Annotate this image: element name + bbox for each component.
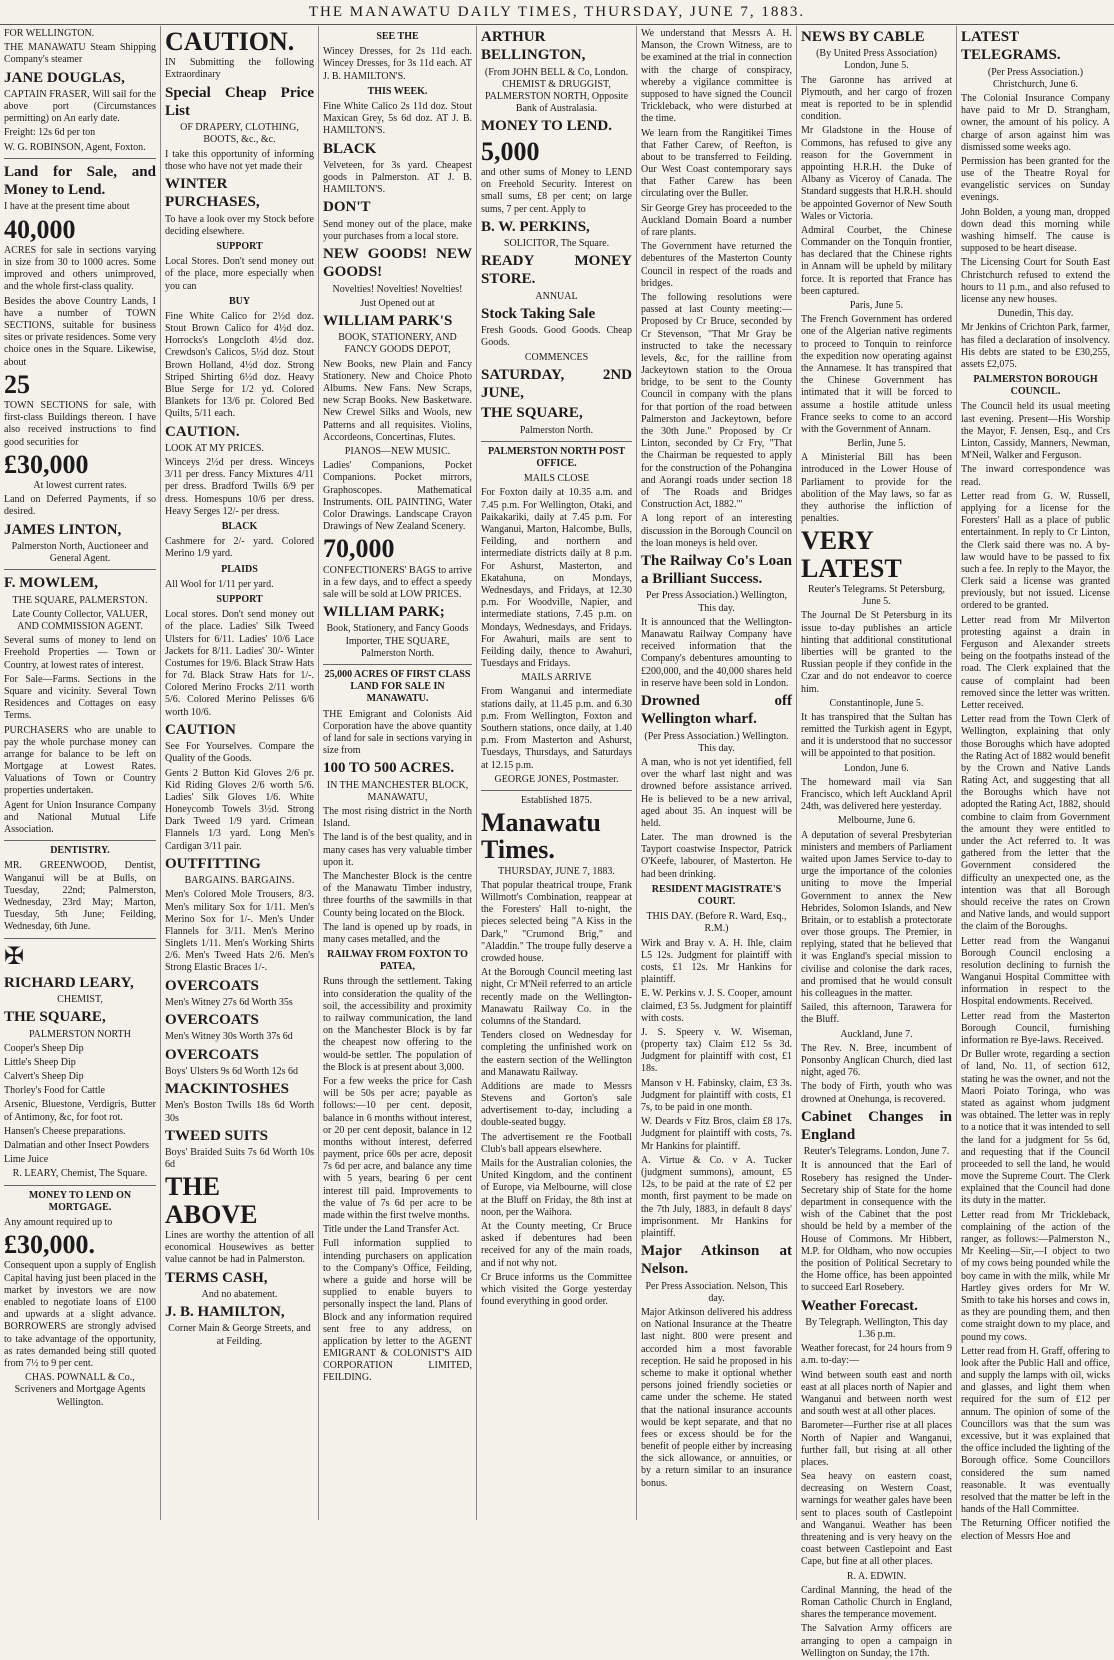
centered-text: CHAS. POWNALL & Co., Scriveners and Mortgage Agents Wellington. xyxy=(14,1372,146,1408)
article-text: Wind between south east and north east at all places north of Napier and Wanganui and between north west and south west at all other places. xyxy=(801,1369,952,1418)
article-text: To have a look over my Stock before deciding elsewhere. xyxy=(165,213,314,237)
article-text: Fresh Goods. Good Goods. Cheap Goods. xyxy=(481,325,632,349)
ad-heading: THE SQUARE, xyxy=(481,405,583,422)
article-text: Ladies' Companions, Pocket Companions. Pocket mirrors, Graphoscopes. Mathematical Instruments. OIL PAINTING, Water Color Drawings. Landscape Crayon Drawings of New Zealand Scenery. xyxy=(323,460,472,533)
column-rule xyxy=(4,1185,156,1186)
ad-heading: SATURDAY, 2ND JUNE, xyxy=(481,366,632,402)
article-text: We understand that Messrs A. H. Manson, the Crown Witness, are to be examined at the trial in connection with the charge of conspiracy, whereby a vigilance committee is supposed to have signed the Council Trickleback, who were disturbed at the time. xyxy=(641,28,792,125)
ad-heading: CAUTION xyxy=(165,721,236,738)
article-text: Lines are worthy the attention of all economical Housewives as better value cannot be had in Palmerston. xyxy=(165,1230,314,1266)
article-text: That popular theatrical troupe, Frank Willmott's Combination, reappear at the Foresters' Hall to-night, the pieces selected being "A Kiss in the Dark," "Crumond Brig," and "Aladdin." The troupe fully deserve a crowded house. xyxy=(481,879,632,965)
ad-heading: OVERCOATS xyxy=(165,1046,259,1063)
article-text: John Bolden, a young man, dropped down dead this morning while washing himself. The cause is supposed to be heart disease. xyxy=(961,206,1110,255)
section-heading: MONEY TO LEND ON MORTGAGE. xyxy=(28,1189,132,1213)
article-text: CAPTAIN FRASER, Will sail for the above port (Circumstances permitting) on An early date. xyxy=(4,88,156,125)
article-text: THE Emigrant and Colonists Aid Corporation have the above quantity of land for sale in sections varying in size from xyxy=(323,708,472,757)
ad-heading: WILLIAM PARK; xyxy=(323,604,445,621)
article-text: It is announced that the Wellington-Manawatu Railway Company have received information that the Company's debentures amounting to £200,000, and the 40,000 shares held in reserve have been sold in London. xyxy=(641,616,792,689)
centered-text: Corner Main & George Streets, and at Feilding. xyxy=(168,1323,311,1347)
article-text: Letter read from the Town Clerk of Wellington, explaining that only those Boroughs which have adopted the Rating Act of 1882 would benefit by the Crown and Native Lands Rating Act, and suggesting that all the Boroughs which have not adopted the Rating Act, 1882, should combine to claim from Government the amount they were entitled to under the Act referred to. It was gathered from the letter that the Government considered the difficulty an unexpected one, as the intention was that all Borough should receive the rates on Crown and Native lands, and would support the claim of the Boroughs. xyxy=(961,714,1110,933)
article-text: The Colonial Insurance Company have paid to Mr D. Strangham, owner, the amount of his policy. A charge of arson against him was dismissed some weeks ago. xyxy=(961,92,1110,153)
article-text: The most rising district in the North Island. xyxy=(323,806,472,830)
display-heading: £30,000. xyxy=(4,1230,95,1260)
column-rule xyxy=(4,158,156,159)
article-text: and other sums of Money to LEND on Freehold Security. Interest on small sums, £8 per cent; on large sums, 7 per cent. Apply to xyxy=(481,166,632,215)
article-text: A deputation of several Presbyterian ministers and members of Parliament waited upon James Service to-day to urge the importance of the colonies uniting to move the Imperial Government to annex the New Hebrides, Solomon Islands, and New Britain, or to establish a protectorate over those groups. The Premier, in replying, stated that he believed that it was England's special mission to civilise and colonise the dark races, and promised that he would consult his colleagues in the matter. xyxy=(801,829,952,1000)
article-text: LOOK AT MY PRICES. xyxy=(165,442,264,454)
article-text: It is announced that the Earl of Rosebery has resigned the Under-Secretary ship of State for the home department in consequence with the wish of the Cabinet that the post should be held by a member of the House of Commons. Mr Hibbert, M.P. for Oldham, who now occupies the position of Political Secretary to the Home office, has been appointed to succeed Earl Rosebery. xyxy=(801,1160,952,1294)
centered-text: And no abatement. xyxy=(201,1288,278,1300)
column-1 xyxy=(0,26,160,1520)
centered-text: Palmerston North, Auctioneer and General Agent. xyxy=(11,540,149,565)
ad-heading: Drowned off Wellington wharf. xyxy=(641,692,792,728)
article-text: Cardinal Manning, the head of the Roman Catholic Church in England, shares the temperance movement. xyxy=(801,1584,952,1621)
article-text: The Council held its usual meeting last evening. Present—His Worship the Mayor, F. Jensen, Esq., and Crs Linton, Cassidy, Manners, Newman, M'Neil, Walker and Ferguson. xyxy=(961,401,1110,462)
ad-heading: LATEST TELEGRAMS. xyxy=(961,29,1061,64)
display-heading: 70,000 xyxy=(323,534,395,564)
centered-text: THIS DAY. (Before R. Ward, Esq., R.M.) xyxy=(646,911,787,935)
ad-heading: Weather Forecast. xyxy=(801,1297,918,1314)
section-heading: SEE THE xyxy=(376,31,419,42)
ad-heading: MONEY TO LEND. xyxy=(481,118,612,135)
article-text: J. S. Speery v. W. Wiseman, (property tax) Claim £12 5s 3d. Judgment for plaintiff with cost, £1 18s. xyxy=(641,1026,792,1075)
article-text: Boys' Ulsters 9s 6d Worth 12s 6d xyxy=(165,1065,299,1077)
article-text: Land on Deferred Payments, if so desired. xyxy=(4,494,156,518)
article-text: Men's Colored Mole Trousers, 8/3. Men's military Sox for 1/11. Men's Merino Sox for 1/-. Men's Under Flannels for 3/11. Men's Merino Singlets 1/11. Men's Working Shirts 2/6. Men's Tweed Hats 2/6. Men's Strong Elastic Braces 1/-. xyxy=(165,889,314,974)
ad-heading: 100 TO 500 ACRES. xyxy=(323,760,455,777)
article-text: Letter read from H. Graff, offering to look after the Public Hall and office, and supply the lamps with oil, wicks and glasses, and light them when required for the sum of £12 per annum. The opinion of some of the Councillors was that the sum was excessive, but it was explained that the office included the lighting of the Borough office. Some Councillors considered the sum named reasonable. It was eventually resolved that the matter be left in the hands of the Hall Committee. xyxy=(961,1345,1111,1516)
centered-text: Palmerston North. xyxy=(519,424,594,436)
ad-heading: OVERCOATS xyxy=(165,1012,259,1029)
display-heading: 5,000 xyxy=(481,136,540,166)
ad-heading: J. B. HAMILTON, xyxy=(165,1304,285,1321)
ad-heading: NEW GOODS! NEW GOODS! xyxy=(323,246,472,281)
article-text: Wirk and Bray v. A. H. Ihle, claim L5 12s. Judgment for plaintiff with costs, £1 12s. Mr Hankins for plaintiff. xyxy=(641,937,792,986)
centered-text: Auckland, June 7. xyxy=(840,1028,913,1040)
column-7 xyxy=(956,26,1114,1542)
article-text: A long report of an interesting discussion in the Borough Council on the loan moneys is held over. xyxy=(641,513,792,549)
ad-heading: Stock Taking Sale xyxy=(481,305,596,322)
article-text: Winceys 2½d per dress. Winceys 3/11 per dress. Fancy Mixtures 4/11 per dress. Bradford Twills 6/9 per dress. Homespuns 10/6 per dress. Heavy Serges 12/- per dress. xyxy=(165,457,314,517)
ad-heading: ARTHUR BELLINGTON, xyxy=(481,29,586,64)
article-text: A. Virtue & Co. v A. Tucker (judgment summons), amount, £5 12s, to be paid at the rate of £2 per month, first payment to be made on the 7th July, 1883, in default 8 days' imprisonment. Mr Hankins for plaintiff. xyxy=(641,1154,792,1239)
ad-heading: DON'T xyxy=(323,199,371,216)
display-heading: 40,000 xyxy=(4,214,76,244)
display-heading: VERY LATEST xyxy=(801,526,902,583)
centered-text: MAILS CLOSE xyxy=(523,473,590,485)
column-3 xyxy=(318,26,476,1520)
article-text: It has transpired that the Sultan has remitted the Turkish agent in Egypt, and it is understood that no successor will be appointed to that position. xyxy=(801,711,952,760)
section-heading: BLACK xyxy=(221,521,258,533)
ad-heading: MACKINTOSHES xyxy=(165,1081,289,1098)
column-rule xyxy=(4,938,156,939)
article-text: W. Deards v Fitz Bros, claim £8 17s. Judgment for plaintiff with costs, 7s. Mr Hankins for plaintiff. xyxy=(641,1116,792,1152)
article-text: A Ministerial Bill has been introduced in the Lower House of Parliament to provide for the abolition of the May laws, so far as they authorise the infliction of penalties. xyxy=(801,452,952,525)
column-rule xyxy=(481,441,632,442)
article-text: Full information supplied to intending purchasers on application to the Company's Office, Feilding, where a guide and horse will be supplied to enable buyers to personally inspect the land. Plans of Block and any information required sent free to any address, on application by letter to the AGENT EMIGRANT & COLONIST'S AID CORPORATION LIMITED, FEILDING. xyxy=(323,1238,472,1384)
article-text: Fine White Calico 2s 11d doz. Stout Maxican Grey, 5s 6d doz. AT J. B. HAMILTON'S. xyxy=(323,100,472,137)
ad-heading: NEWS BY CABLE xyxy=(801,29,925,45)
article-text: Wincey Dresses, for 2s 11d each. Wincey Dresses, for 3s 11d each. AT J. B. HAMILTON'S. xyxy=(323,46,472,82)
column-rule xyxy=(4,840,156,841)
section-heading: PALMERSTON BOROUGH COUNCIL. xyxy=(973,374,1098,398)
centered-text: (By United Press Association) London, June 5. xyxy=(816,48,937,72)
centered-text: Dunedin, This day. xyxy=(997,308,1074,320)
centered-text: Reuter's Telegrams. St Petersburg, June 5. xyxy=(807,584,946,608)
article-text: The Salvation Army officers are arranging to open a campaign in Wellington on Sunday, the 17th. xyxy=(801,1623,952,1659)
article-text: Freight: 12s 6d per ton xyxy=(4,127,96,139)
section-heading: 25,000 ACRES OF FIRST CLASS LAND FOR SALE IN MANAWATU. xyxy=(324,669,471,705)
ad-heading: TERMS CASH, xyxy=(165,1269,268,1286)
ad-heading: CAUTION. xyxy=(165,423,240,440)
ad-heading: BLACK xyxy=(323,140,377,157)
article-text: Letter read from Mr Trickleback, complaining of the action of the ranger, as follows:—Palmerston N., Mr Keeling—Sir,—I object to two of my cows being pounded while the boy came in with the milk, while Mr Hartley gives orders for Mr W. Smith to take his horses and cows in, as they are pounding them, and then come straight down to my place, and pound my cows. xyxy=(961,1209,1110,1343)
display-heading: 25 xyxy=(4,369,30,399)
article-text: See For Yourselves. Compare the Quality of the Goods. xyxy=(165,741,314,765)
centered-text: Per Press Association. Nelson, This day. xyxy=(645,1280,788,1304)
centered-text: Constantinople, June 5. xyxy=(829,697,924,709)
article-text: Thorley's Food for Cattle xyxy=(4,1085,105,1097)
centered-text: IN THE MANCHESTER BLOCK, MANAWATU, xyxy=(326,779,469,803)
article-text: MR. GREENWOOD, Dentist, Wanganui will be at Bulls, on Tuesday, 22nd; Palmerston, Wednesday, 23rd May; Marton, Tuesday, 5th June; Feilding, Wednesday, 6th June. xyxy=(4,860,156,933)
column-5 xyxy=(636,26,796,1520)
centered-text: GEORGE JONES, Postmaster. xyxy=(494,773,619,785)
article-text: The Rev. N. Bree, incumbent of Ponsonby Anglican Church, died last night, aged 76. xyxy=(801,1042,952,1079)
article-text: Cashmere for 2/- yard. Colored Merino 1/9 yard. xyxy=(165,536,314,560)
ad-heading: Major Atkinson at Nelson. xyxy=(641,1243,792,1278)
centered-text: OF DRAPERY, CLOTHING, BOOTS, &c., &c. xyxy=(180,122,299,146)
article-text: I take this opportunity of informing those who have not yet made their xyxy=(165,148,314,172)
centered-text: (From JOHN BELL & Co, London. CHEMIST & DRUGGIST, PALMERSTON NORTH, Opposite Bank of Australasia. xyxy=(484,66,629,115)
centered-text: R. LEARY, Chemist, The Square. xyxy=(12,1168,148,1180)
article-text: The following resolutions were passed at last County meeting:—Proposed by Cr Bruce, seconded by Cr Stevenson, "That Mr Gray be instructed to take the necessary levels, &c, for the railline from Jackeytown station to the Oroua bridge, to be sent to the County Council in company with the plans for that portion of the road between Palmerston and Jackeytown, before the 30th June." Proposed by Cr Linton, seconded by Cr Fry, "That the Chairman be requested to apply for the construction of the Pohangina and Aorangi roads under section 18 of 'The Roads and Bridges Construction Act, 1882.'" xyxy=(641,291,792,511)
article-text: Agent for Union Insurance Company and National Mutual Life Association. xyxy=(4,799,156,835)
article-text: Manson v H. Fabinsky, claim, £3 3s. Judgment for plaintiff with costs, £1 7s, to be paid in one month. xyxy=(641,1077,792,1113)
section-heading: PLAIDS xyxy=(221,563,258,575)
column-rule xyxy=(481,790,632,791)
article-text: At the Borough Council meeting last night, Cr M'Neil referred to an article recently made on the Wellington-Manawatu Railway Co. in the columns of the Standard. xyxy=(481,967,632,1027)
ad-heading: WINTER PURCHASES, xyxy=(165,176,260,211)
article-text: ACRES for sale in sections varying in size from 30 to 1000 acres. Some improved and others unimproved, and the whole first-class quality. xyxy=(4,244,156,293)
article-text: A man, who is not yet identified, fell over the wharf last night and was drowned before assistance arrived. He is believed to be a new arrival, aged about 35. An inquest will be held. xyxy=(641,756,792,829)
ad-heading: The Railway Co's Loan a Brilliant Success. xyxy=(641,552,792,588)
centered-text: PIANOS—NEW MUSIC. xyxy=(344,445,451,457)
article-text: The Licensing Court for South East Christchurch refused to extend the hours to 11 p.m., and also refused to license any new houses. xyxy=(961,257,1110,305)
centered-text: (Per Press Association.) Christchurch, June 6. xyxy=(987,66,1084,90)
article-text: Gents 2 Button Kid Gloves 2/6 pr. Kid Riding Gloves 2/6 worth 5/6. Ladies' Silk Gloves 1/6. White Honeycomb Towels 3½d. Strong Dark Tweed 1/9 yard. Crimean Flannels 1/3 yard. Long Men's Cardigan 3/11 pair. xyxy=(165,767,314,852)
article-text: I have at the present time about xyxy=(4,201,130,213)
article-text: At the County meeting, Cr Bruce asked if debentures had been received for any of the main roads, and if not why not. xyxy=(481,1220,632,1269)
article-text: Mr Jenkins of Crichton Park, farmer, has filed a declaration of insolvency. His debts are stated to be £30,255, assets £2,075. xyxy=(961,322,1110,370)
centered-text: London, June 6. xyxy=(844,762,909,774)
section-heading: DENTISTRY. xyxy=(50,845,110,857)
article-text: Dr Buller wrote, regarding a section of land, No. 11, of section 612, stating he was the owner, and not the Maori Poiato Toringa, who was stated as against whom judgment was obtained. The letter was in reply to a notice that it was intended to sell the land for a judgment for 5s 6d, and requesting that if the Council proceeded to sell the land, he would move the Supreme Court. The Clerk explained that the Council had done its duty in the matter. xyxy=(961,1049,1110,1207)
ad-heading: TWEED SUITS xyxy=(165,1127,268,1144)
centered-text: Established 1875. xyxy=(520,794,593,806)
column-rule xyxy=(323,664,472,665)
article-text: Letter read from Mr Milverton protesting against a drain in Ferguson and Alexander streets being on the footpaths instead of the road. The Clerk explained that the cause of complaint had been removed since the letter was written. Letter received. xyxy=(961,614,1110,711)
article-text: Men's Witney 27s 6d Worth 35s xyxy=(165,996,293,1008)
ad-heading: READY MONEY STORE. xyxy=(481,253,632,288)
centered-text: (Per Press Association.) Wellington. This day. xyxy=(644,730,789,754)
centered-text: Book, Stationery, and Fancy Goods Importer, THE SQUARE, Palmerston North. xyxy=(326,623,469,659)
article-text: Lime Juice xyxy=(4,1154,49,1166)
article-text: Additions are made to Messrs Stevens and Gorton's sale advertisement to-day, including a double-seated buggy. xyxy=(481,1080,632,1129)
article-text: The body of Firth, youth who was drowned at Onehunga, is recovered. xyxy=(801,1081,952,1105)
centered-text: SOLICITOR, The Square. xyxy=(503,237,610,249)
column-2 xyxy=(160,26,318,1520)
centered-text: CHEMIST, xyxy=(57,994,103,1006)
centered-text: Just Opened out at xyxy=(360,297,435,309)
article-text: W. G. ROBINSON, Agent, Foxton. xyxy=(4,141,146,153)
article-text: Little's Sheep Dip xyxy=(4,1056,76,1068)
centered-text: Reuter's Telegrams. London, June 7. xyxy=(803,1146,950,1158)
article-text: The Journal De St Petersburg in its issue to-day publishes an article hinting that additional constitutional liberties will be granted to the Russian people if they confide in the Czar and do not endeavor to coerce him. xyxy=(801,610,952,695)
ad-heading: OUTFITTING xyxy=(165,855,261,872)
article-text: The advertisement re the Football Club's ball appears elsewhere. xyxy=(481,1131,632,1155)
article-text: For Sale—Farms. Sections in the Square and vicinity. Several Town Residences and Cottages on easy Terms. xyxy=(4,673,156,722)
masthead: THE MANAWATU DAILY TIMES, THURSDAY, JUNE 7, 1883. xyxy=(0,0,1114,25)
article-text: Mails for the Australian colonies, the United Kingdom, and the continent of Europe, via Melbourne, will close at the Bluff on Friday, the 8th inst at noon, per the Waihora. xyxy=(481,1158,632,1218)
article-text: IN Submitting the following Extraordinary xyxy=(165,57,314,81)
article-text: Dalmatian and other Insect Powders xyxy=(4,1140,149,1152)
article-text: Several sums of money to lend on Freehold Properties — Town or Country, at lowest rates of interest. xyxy=(4,635,156,671)
centered-text: Per Press Association.) Wellington, This day. xyxy=(646,590,787,614)
section-heading: SUPPORT xyxy=(216,240,263,252)
centered-text: By Telegraph. Wellington, This day 1.36 p.m. xyxy=(805,1316,948,1341)
article-text: Runs through the settlement. Taking into consideration the quality of the soil, the accessibility and proximity to railway communication, the land on the Manchester Block is by far the cheapest now offering to the would-be settler. The population of the Block is at present about 3,000. xyxy=(323,976,472,1073)
article-text: We learn from the Rangitikei Times that Father Carew, of Reefton, is about to be transferred to Feilding. Our West Coast contemporary says that Father Carew has been circulating over the Buller. xyxy=(641,127,792,200)
ornament: ✠ xyxy=(4,943,25,970)
article-text: Send money out of the place, make your purchases from a local store. xyxy=(323,218,472,242)
section-heading: THIS WEEK. xyxy=(367,85,428,97)
section-heading: RAILWAY FROM FOXTON TO PATEA, xyxy=(327,949,468,973)
column-6 xyxy=(796,26,956,1659)
ad-heading: RICHARD LEARY, xyxy=(4,974,134,991)
article-text: Fine White Calico for 2½d doz. Stout Brown Calico for 4½d doz. Horrocks's Longcloth 4½d doz. Crewdson's Calicos, 5½d doz. Stout Brown Holland, 4½d doz. Strong Striped Shirting 6½d doz. Heavy Blue Serge for 1/2 yd. Colored Blankets for 13/6 pr. Colored Bed Quilts, 5/11 each. xyxy=(165,310,314,420)
display-heading: Manawatu Times. xyxy=(481,808,601,865)
centered-text: PALMERSTON NORTH xyxy=(29,1028,131,1040)
article-text: Mr Gladstone in the House of Commons, has refused to give any reason for the Government in appointing H.R.H. the Duke of Albany as Viceroy of Canada. The Standard suggests that H.R.H. should be appointed Governor of New South Wales or Victoria. xyxy=(801,125,952,222)
article-text: Local Stores. Don't send money out of the place, more especially when you can xyxy=(165,256,314,292)
ad-heading: THE SQUARE, xyxy=(4,1009,106,1026)
article-text: Men's Witney 30s Worth 37s 6d xyxy=(165,1031,293,1043)
ad-heading: Special Cheap Price List xyxy=(165,84,314,119)
centered-text: Paris, June 5. xyxy=(849,300,904,312)
article-text: Sailed, this afternoon, Tarawera for the Bluff. xyxy=(801,1002,952,1026)
ad-heading: WILLIAM PARK'S xyxy=(323,313,453,329)
article-text: The Garonne has arrived at Plymouth, and her cargo of frozen meat is reported to be in splendid condition. xyxy=(801,74,952,123)
article-text: Title under the Land Transfer Act. xyxy=(323,1224,460,1236)
article-text: Letter read from the Masterton Borough Council, furnishing information re Bye-laws. Received. xyxy=(961,1010,1110,1047)
article-text: Any amount required up to xyxy=(4,1216,113,1228)
article-text: Cooper's Sheep Dip xyxy=(4,1042,84,1054)
article-text: Hansen's Cheese preparations. xyxy=(4,1125,126,1137)
ad-heading: Cabinet Changes in England xyxy=(801,1108,952,1143)
article-text: Velveteen, for 3s yard. Cheapest goods in Palmerston. AT J. B. HAMILTON'S. xyxy=(323,159,472,196)
article-text: The Manchester Block is the centre of the Manawatu Timber industry, three fourths of the sawmills in that County being located on the Block. xyxy=(323,870,472,919)
article-text: Sir George Grey has proceeded to the Auckland Domain Board a number of rare plants. xyxy=(641,202,792,238)
article-text: Cr Bruce informs us the Committee which visited the Gorge yesterday found everything in good order. xyxy=(481,1271,632,1308)
article-text: The Returning Officer notified the election of Messrs Hoe and xyxy=(961,1518,1110,1542)
article-text: Barometer—Further rise at all places North of Napier and Wanganui, further fall, but rising at all other places. xyxy=(801,1420,952,1468)
article-text: E. W. Perkins v. J. S. Cooper, amount claimed, £3 5s. Judgment for plaintiff with costs. xyxy=(641,988,792,1024)
article-text: The land is opened up by roads, in many cases metalled, and the xyxy=(323,921,472,945)
display-heading: CAUTION. xyxy=(165,27,295,56)
centered-text: ANNUAL xyxy=(535,290,578,302)
article-text: Besides the above Country Lands, I have a number of TOWN SECTIONS, suitable for business sites or private residences. Some very choice ones in the Square. Likewise, about xyxy=(4,295,156,368)
article-text: Consequent upon a supply of English Capital having just been placed in the market by investors we are now enabled to negotiate loans of £100 and upwards at a slight advance. BORROWERS are strongly advised to take advantage of the opportunity, as rates demanded being still quoted from 7½ to 9 per cent. xyxy=(4,1260,156,1369)
article-text: Arsenic, Bluestone, Verdigris, Butter of Antimony, &c, for foot rot. xyxy=(4,1099,156,1123)
article-text: THE MANAWATU Steam Shipping Company's steamer xyxy=(4,42,156,66)
article-text: Local stores. Don't send money out of the place. Ladies' Silk Tweed Ulsters for 6/11. Ladies' 10/6 Lace Jackets for 8/11. Ladies' 30/- Winter Costumes for 19/6. Black Straw Hats for 7d. Black Straw Hats for 1/-. Colored Merino Frocks 2/11 worth 5/6. Colored Merino Pelisses 6/6 worth 10/6. xyxy=(165,609,314,718)
article-text: Boys' Braided Suits 7s 6d Worth 10s 6d xyxy=(165,1147,314,1171)
article-text: New Books, new Plain and Fancy Stationery. New and Choice Photo Albums. New Fans. New Scraps, new Scrap Books. New Basketware. New Crewel Silks and Wools, new Patterns and all requisites. Violins, Accordeons, Concertinas, Flutes. xyxy=(323,358,472,443)
article-text: TOWN SECTIONS for sale, with first-class Buildings thereon. I have also received instructions to find good securities for xyxy=(4,400,156,448)
ad-heading: JANE DOUGLAS, xyxy=(4,69,125,86)
article-text: Letter read from G. W. Russell, applying for a license for the Foresters' Hall as a place of public entertainment. In reply to Cr Linton, the Clerk said there was no. A by-law would have to be passed to fix such a fee. In reply to the Mayor, the Clerk said a license was granted previously, but not issued. License ordered to be granted. xyxy=(961,490,1110,612)
article-text: Letter read from the Wanganui Borough Council enclosing a resolution declining to furnish the Wanganui Hospital Committee with information in respect to the Hospital endowments. Received. xyxy=(961,935,1110,1008)
article-text: From Wanganui and intermediate stations daily, at 11.45 p.m. and 6.30 p.m. From Wellington, Foxton and Southern stations, once daily, at 1.40 p.m. From Masterton and Ashurst, Tuesdays, Thursdays, and Saturdays at 12.15 p.m. xyxy=(481,686,632,771)
article-text: The land is of the best quality, and in many cases has very valuable timber upon it. xyxy=(323,832,472,868)
article-text: Weather forecast, for 24 hours from 9 a.m. to-day:— xyxy=(801,1343,952,1367)
centered-text: THURSDAY, JUNE 7, 1883. xyxy=(498,865,615,877)
article-text: All Wool for 1/11 per yard. xyxy=(165,578,274,590)
centered-text: MAILS ARRIVE xyxy=(521,672,592,684)
column-4 xyxy=(476,26,636,1520)
centered-text: THE SQUARE, PALMERSTON. xyxy=(12,594,148,606)
ad-heading: Land for Sale, and Money to Lend. xyxy=(4,163,156,199)
ad-heading: F. MOWLEM, xyxy=(4,575,99,592)
article-text: For Foxton daily at 10.35 a.m. and 7.45 p.m. For Wellington, Otaki, and Paikakariki, daily at 7.45 p.m. For Wanganui, Marton, Halcombe, Bulls, Feilding, and northern and intermediate districts daily at 8 p.m. For Ashurst, Masterton, and Ekatahuna, on Mondays, Wednesdays, and Fridays, at 12.30 p.m. For Woodville, Napier, and intermediate stations, 7.45 p.m. on Mondays, Wednesdays, and Fridays. For Awahuri, mails are sent to Feilding daily, thence to Awahuri, Tuesdays and Fridays. xyxy=(481,487,632,670)
article-text: Major Atkinson delivered his address on National Insurance at the Theatre last night. 800 were present and accorded him a most favorable reception. He said he proposed in his scheme to make it optional whether persons joined friendly societies or came under the scheme. He stated that the national insurance accounts would be kept separate, and that no fees or excess should be for the benefit of people either by increasing the sick allowance, or annuities, or by a return similar to an insurance bonus. xyxy=(641,1307,792,1489)
column-rule xyxy=(4,569,156,570)
centered-text: R. A. EDWIN. xyxy=(846,1570,907,1582)
centered-text: Novelties! Novelties! Novelties! xyxy=(332,283,463,295)
article-text: For a few weeks the price for Cash will be 50s per acre; payable as follows:—10 per cent. deposit, balance in 6 months without interest, or 20 per cent deposit, balance in 12 months without interest, deferred payment, price 60s per acre, deposit 7s 6d per acre, and balance any time with 5 years, bearing 6 per cent interest till paid. Improvements to the value of 7s 6d per acre to be made within the first twelve months. xyxy=(323,1075,472,1221)
article-text: Tenders closed on Wednesday for completing the unfinished work on the eastern section of the Wellington and Manawatu Railway. xyxy=(481,1030,632,1078)
ad-heading: B. W. PERKINS, xyxy=(481,218,590,235)
article-text: The Government have returned the debentures of the Masterton County Council in respect of the roads and bridges. xyxy=(641,241,792,289)
ad-heading: OVERCOATS xyxy=(165,977,259,994)
section-heading: PALMERSTON NORTH POST OFFICE. xyxy=(487,445,626,470)
centered-text: At lowest current rates. xyxy=(33,480,127,492)
centered-text: Late County Collector, VALUER, AND COMMISSION AGENT. xyxy=(12,608,148,632)
display-heading: £30,000 xyxy=(4,449,89,479)
article-text: The French Government has ordered one of the Algerian native regiments to proceed to Tonquin to reinforce the expedition now operating against the Annamese. It has transpired that the Chinese Government has intimated that it will be forced to assume a hostile attitude unless France seeks to come to an accord with the Government of Annam. xyxy=(801,314,952,435)
centered-text: Melbourne, June 6. xyxy=(837,815,916,827)
article-text: CONFECTIONERS' BAGS to arrive in a few days, and to effect a speedy sale will be sold at LOW PRICES. xyxy=(323,564,472,600)
centered-text: BOOK, STATIONERY, AND FANCY GOODS DEPOT, xyxy=(338,332,457,356)
article-text: The homeward mail via San Francisco, which left Auckland April 24th, was delivered here yesterday. xyxy=(801,776,952,813)
article-text: PURCHASERS who are unable to pay the whole purchase money can arrange for balance to be left on Mortgage at Lowest Rates. Valuations of Town or Country properties undertaken. xyxy=(4,724,156,797)
article-text: Sea heavy on eastern coast, decreasing on Western Coast, warnings for weather gales have been sent to places south of Castlepoint and Wanganui. Weather has been threatening and is very heavy on the coast between Castlepoint and East Cape, but fine at all other places. xyxy=(801,1471,952,1568)
section-heading: BUY xyxy=(228,295,251,307)
section-heading: RESIDENT MAGISTRATE'S COURT. xyxy=(651,883,782,907)
article-text: Calvert's Sheep Dip xyxy=(4,1071,84,1083)
centered-text: Berlin, June 5. xyxy=(847,438,906,450)
article-text: Later. The man drowned is the Tayport coastwise Inspector, Patrick O'Keefe, labourer, of Masterton. He had been drinking. xyxy=(641,832,792,880)
section-heading: SUPPORT xyxy=(216,593,263,605)
article-text: Permission has been granted for the use of the Theatre Royal for evangelistic services on Sunday evenings. xyxy=(961,155,1110,204)
centered-text: BARGAINS. BARGAINS. xyxy=(184,875,295,887)
article-text: Men's Boston Twills 18s 6d Worth 30s xyxy=(165,1100,314,1124)
ad-heading: JAMES LINTON, xyxy=(4,521,122,538)
article-text: Admiral Courbet, the Chinese Commander on the Tonquin frontier, has declared that the Chinese rights in Annam will be upheld by military force. It is reported that France has been captured. xyxy=(801,224,952,297)
article-text: The inward correspondence was read. xyxy=(961,464,1110,488)
centered-text: COMMENCES xyxy=(524,351,589,363)
display-heading: THE ABOVE xyxy=(165,1172,258,1229)
article-text: FOR WELLINGTON. xyxy=(4,28,95,39)
